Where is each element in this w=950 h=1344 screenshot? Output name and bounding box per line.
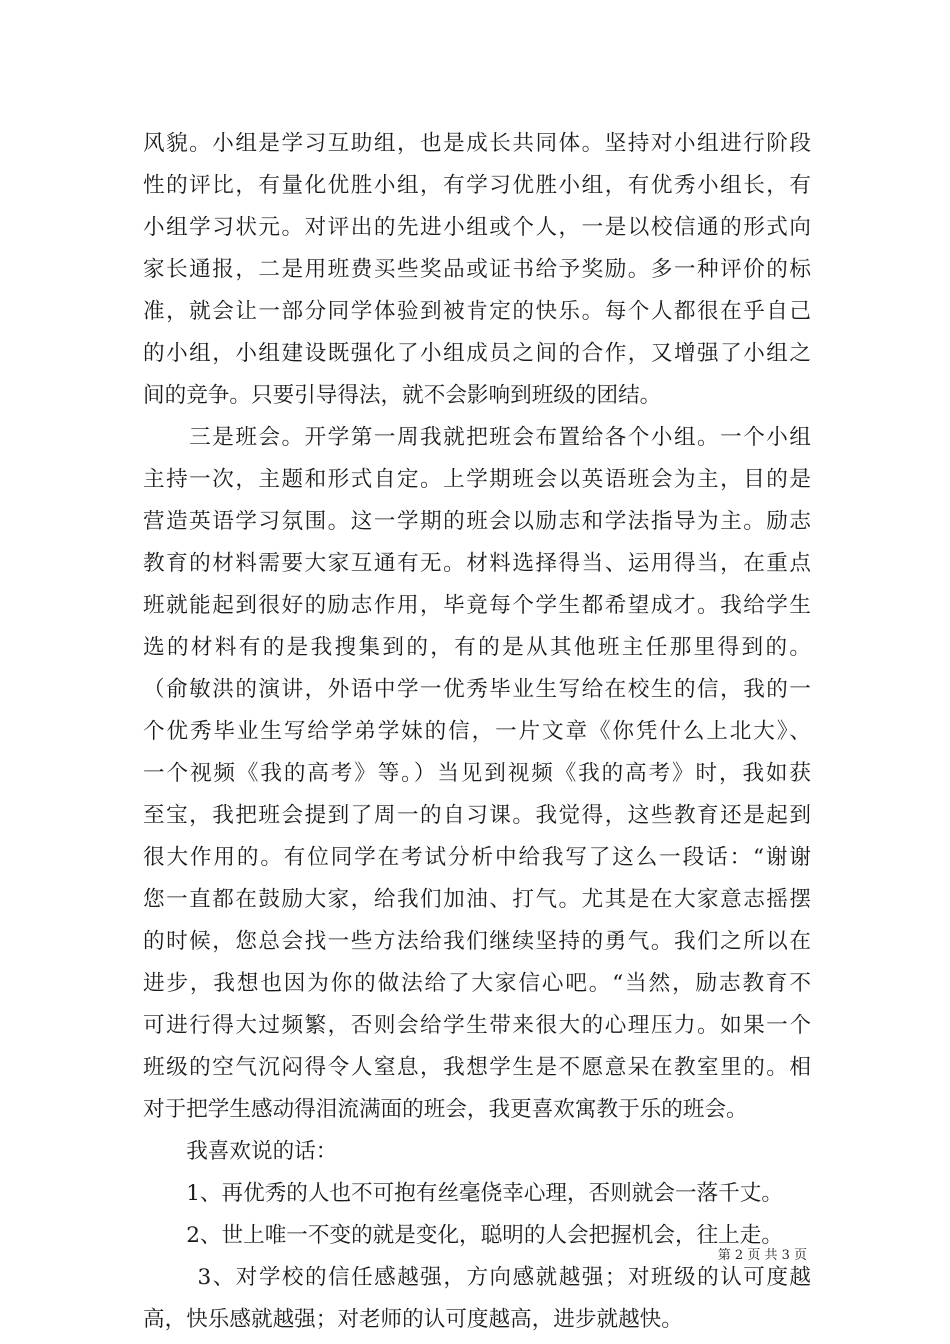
- text-line: 对于把学生感动得泪流满面的班会，我更喜欢寓教于乐的班会。: [143, 1097, 748, 1122]
- text-line: （俞敏洪的演讲，外语中学一优秀毕业生写给在校生的信，我的一: [143, 677, 811, 702]
- text-line: 进步，我想也因为你的做法给了大家信心吧。“当然，励志教育不: [143, 971, 811, 996]
- text-line: 您一直都在鼓励大家，给我们加油、打气。尤其是在大家意志摇摆: [143, 887, 811, 912]
- text-line: 选的材料有的是我搜集到的，有的是从其他班主任那里得到的。: [143, 635, 811, 660]
- list-item: 2、世上唯一不变的就是变化，聪明的人会把握机会，往上走。: [143, 1223, 783, 1248]
- text-line: 家长通报，二是用班费买些奖品或证书给予奖励。多一种评价的标: [143, 257, 811, 282]
- list-item: 1、再优秀的人也不可抱有丝毫侥幸心理，否则就会一落千丈。: [143, 1181, 783, 1206]
- text-line: 高，快乐感就越强；对老师的认可度越高，进步就越快。: [143, 1307, 683, 1332]
- text-line: 主持一次，主题和形式自定。上学期班会以英语班会为主，目的是: [143, 467, 811, 492]
- text-line: 间的竞争。只要引导得法，就不会影响到班级的团结。: [143, 383, 662, 408]
- list-item: 3、对学校的信任感越强，方向感就越强；对班级的认可度越: [143, 1265, 811, 1290]
- text-line: 个优秀毕业生写给学弟学妹的信，一片文章《你凭什么上北大》、: [143, 719, 811, 744]
- text-line: 营造英语学习氛围。这一学期的班会以励志和学法指导为主。励志: [143, 509, 811, 534]
- document-body: [143, 123, 811, 1341]
- text-line: 小组学习状元。对评出的先进小组或个人，一是以校信通的形式向: [143, 215, 811, 240]
- text-line: 可进行得大过频繁，否则会给学生带来很大的心理压力。如果一个: [143, 1013, 811, 1038]
- text-line: 很大作用的。有位同学在考试分析中给我写了这么一段话：“谢谢: [143, 845, 811, 870]
- text-line: 的时候，您总会找一些方法给我们继续坚持的勇气。我们之所以在: [143, 929, 811, 954]
- text-line: 一个视频《我的高考》等。）当见到视频《我的高考》时，我如获: [143, 761, 811, 786]
- text-line: 的小组，小组建设既强化了小组成员之间的合作，又增强了小组之: [143, 341, 811, 366]
- text-line: 班就能起到很好的励志作用，毕竟每个学生都希望成才。我给学生: [143, 593, 811, 618]
- text-line: 三是班会。开学第一周我就把班会布置给各个小组。一个小组: [143, 425, 811, 450]
- text-line: 准，就会让一部分同学体验到被肯定的快乐。每个人都很在乎自己: [143, 299, 811, 324]
- text-line: 我喜欢说的话：: [143, 1139, 338, 1164]
- text-line: 至宝，我把班会提到了周一的自习课。我觉得，这些教育还是起到: [143, 803, 811, 828]
- text-line: 风貌。小组是学习互助组，也是成长共同体。坚持对小组进行阶段: [143, 131, 811, 156]
- text-line: 教育的材料需要大家互通有无。材料选择得当、运用得当，在重点: [143, 551, 811, 576]
- text-line: 班级的空气沉闷得令人窒息，我想学生是不愿意呆在教室里的。相: [143, 1055, 811, 1080]
- text-line: 性的评比，有量化优胜小组，有学习优胜小组，有优秀小组长，有: [143, 173, 811, 198]
- page-number: 第 2 页 共 3 页: [717, 1248, 807, 1263]
